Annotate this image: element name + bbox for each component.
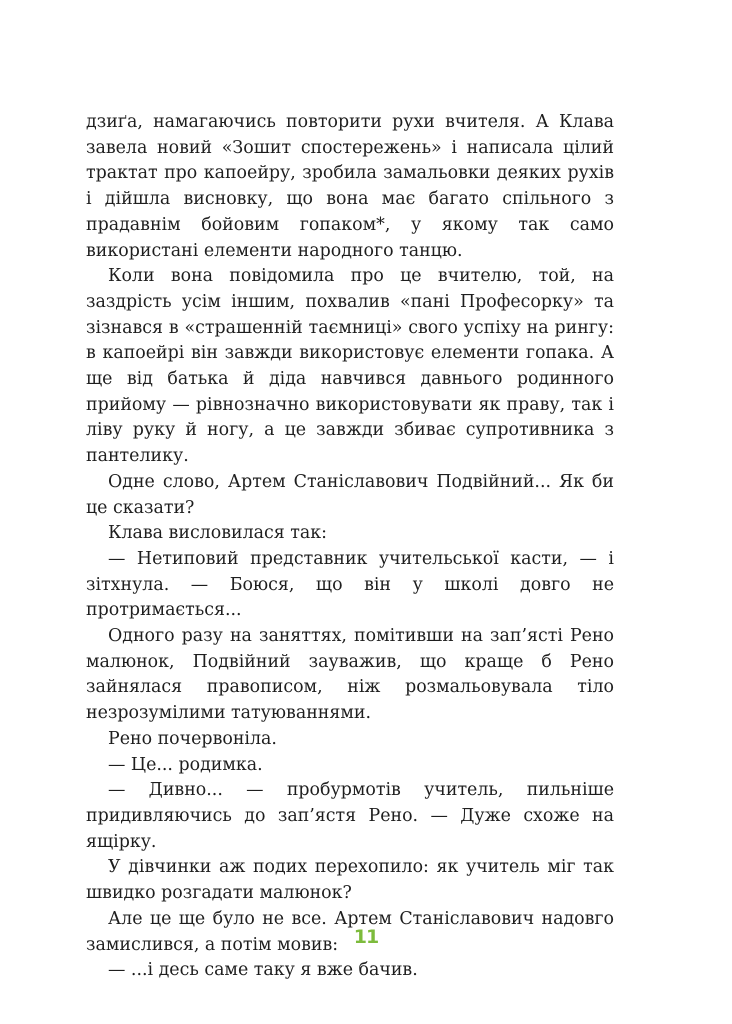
paragraph-9: — Дивно... — пробурмотів учитель, пильніше придивляючись до зап’ястя Рено. — Дуже схоже на ящірку. — [86, 780, 614, 852]
paragraph-1: дзиґа, намагаючись повторити рухи вчителя. А Клава завела новий «Зошит спостережень» і написала цілий трактат про капоейру, зробила замальовки деяких рухів і дійшла висновку, що вона має багато спільного з прадавнім бойовим гопаком*, у якому так само використані елементи народного танцю. — [86, 112, 614, 261]
paragraph-6: Одного разу на заняттях, помітивши на зап’ясті Рено малюнок, Подвійний зауважив, що краще б Рено зайнялася правописом, ніж розмальовувала тіло незрозумілими татуюваннями. — [86, 626, 614, 724]
paragraph-10: У дівчинки аж подих перехопило: як учитель міг так швидко розгадати малюнок? — [86, 857, 614, 904]
paragraph-11: Але це ще було не все. Артем Станіславович надовго замислився, а потім мовив: — [86, 908, 614, 955]
paragraph-7: Рено почервоніла. — [108, 728, 277, 749]
paragraph-4: Клава висловилася так: — [108, 523, 327, 544]
paragraph-2: Коли вона повідомила про це вчителю, той, на заздрість усім іншим, похвалив «пані Професорку» та зізнався в «страшенній таємниці» свого успіху на рингу: в капоейрі він завжди використовує елементи гопака. А ще від батька й діда навчився давнього родинного прийому — рівнозначно використовувати як праву, так і ліву руку й ногу, а це завжди збиває супротивника з пантелику. — [86, 266, 614, 467]
page-number: 11 — [353, 926, 379, 948]
paragraph-3: Одне слово, Артем Станіславович Подвійний... Як би це сказати? — [86, 471, 614, 518]
page-body — [86, 110, 614, 984]
paragraph-8: — Це... родимка. — [108, 754, 263, 775]
paragraph-12: — ...і десь саме таку я вже бачив. — [108, 960, 418, 981]
paragraph-5: — Нетиповий представник учительської касти, — і зітхнула. — Боюся, що він у школі довго не протримається... — [86, 548, 614, 621]
